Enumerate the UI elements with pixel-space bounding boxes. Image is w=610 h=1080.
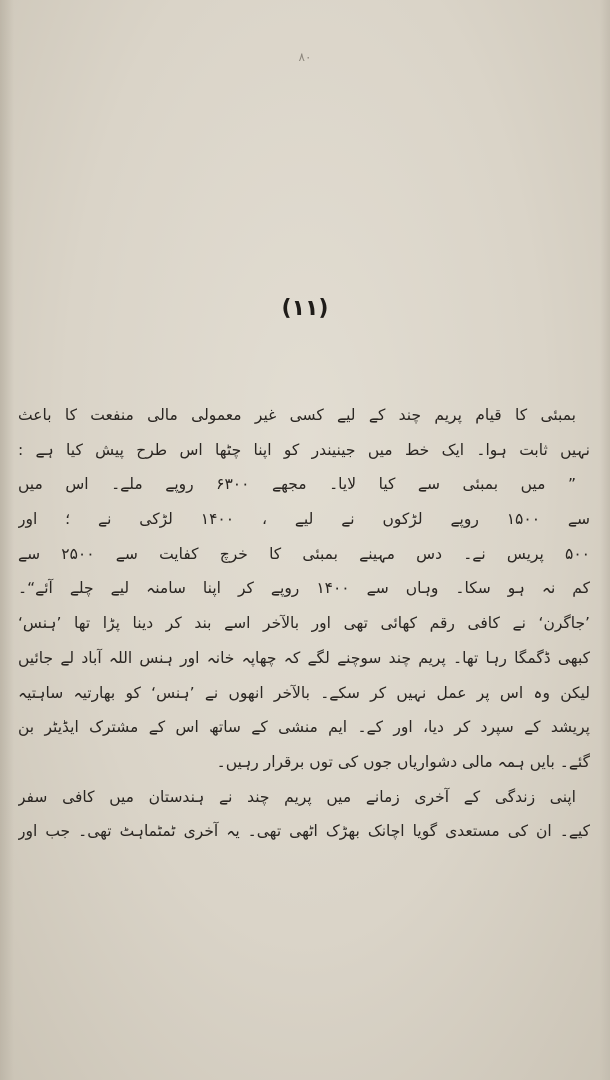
text-line: لیکن وہ اس پر عمل نہیں کر سکے۔ بالآخر انھوں نے ’ہنس‘ کو بھارتیہ ساہتیہ xyxy=(18,683,590,702)
text-line: ۵۰۰ پریس نے۔ دس مہینے بمبئی کا خرچ کفایت سے ۲۵۰۰ سے xyxy=(18,544,590,563)
text-line: گئے۔ بایں ہمہ مالی دشواریاں جوں کی توں برقرار رہیں۔ xyxy=(216,752,590,771)
text-line: کم نہ ہو سکا۔ وہاں سے ۱۴۰۰ روپے کر اپنا سامنہ لیے چلے آئے“۔ xyxy=(18,579,590,598)
text-line: ” میں بمبئی سے کیا لایا۔ مجھے ۶۳۰۰ روپے ملے۔ اس میں xyxy=(18,475,576,494)
text-line: کبھی ڈگمگا رہا تھا۔ پریم چند سوچنے لگے کہ چھاپہ خانہ اور ہنس اللہ آباد لے جائیں xyxy=(18,648,590,667)
chapter-number: (۱۱) xyxy=(281,296,329,321)
text-line: بمبئی کا قیام پریم چند کے لیے کسی غیر معمولی مالی منفعت کا باعث xyxy=(18,406,576,424)
text-line: ’جاگرن‘ نے کافی رقم کھائی تھی اور بالآخر اسے بند کر دینا پڑا تھا ’ہنس‘ xyxy=(18,614,590,633)
text-line: کیے۔ ان کی مستعدی گویا اچانک بھڑک اٹھی تھی۔ یہ آخری ٹمٹماہٹ تھی۔ جب اور xyxy=(18,822,590,841)
text-line: نہیں ثابت ہوا۔ ایک خط میں جینیندر کو اپنا چٹھا اس طرح پیش کیا ہے : xyxy=(18,440,590,459)
text-line: پریشد کے سپرد کر دیا، اور کے۔ ایم منشی کے ساتھ اس کے مشترک ایڈیٹر بن xyxy=(18,718,590,737)
text-line: سے ۱۵۰۰ روپے لڑکوں نے لیے ، ۱۴۰۰ لڑکی نے ؛ اور xyxy=(18,510,590,529)
page-edge-shadow-right xyxy=(600,0,610,1080)
page-top-mark: ۸۰ xyxy=(298,50,312,64)
text-line: اپنی زندگی کے آخری زمانے میں پریم چند نے ہندستان میں کافی سفر xyxy=(18,787,576,806)
page-edge-shadow-left xyxy=(0,0,14,1080)
body-text xyxy=(18,398,590,849)
